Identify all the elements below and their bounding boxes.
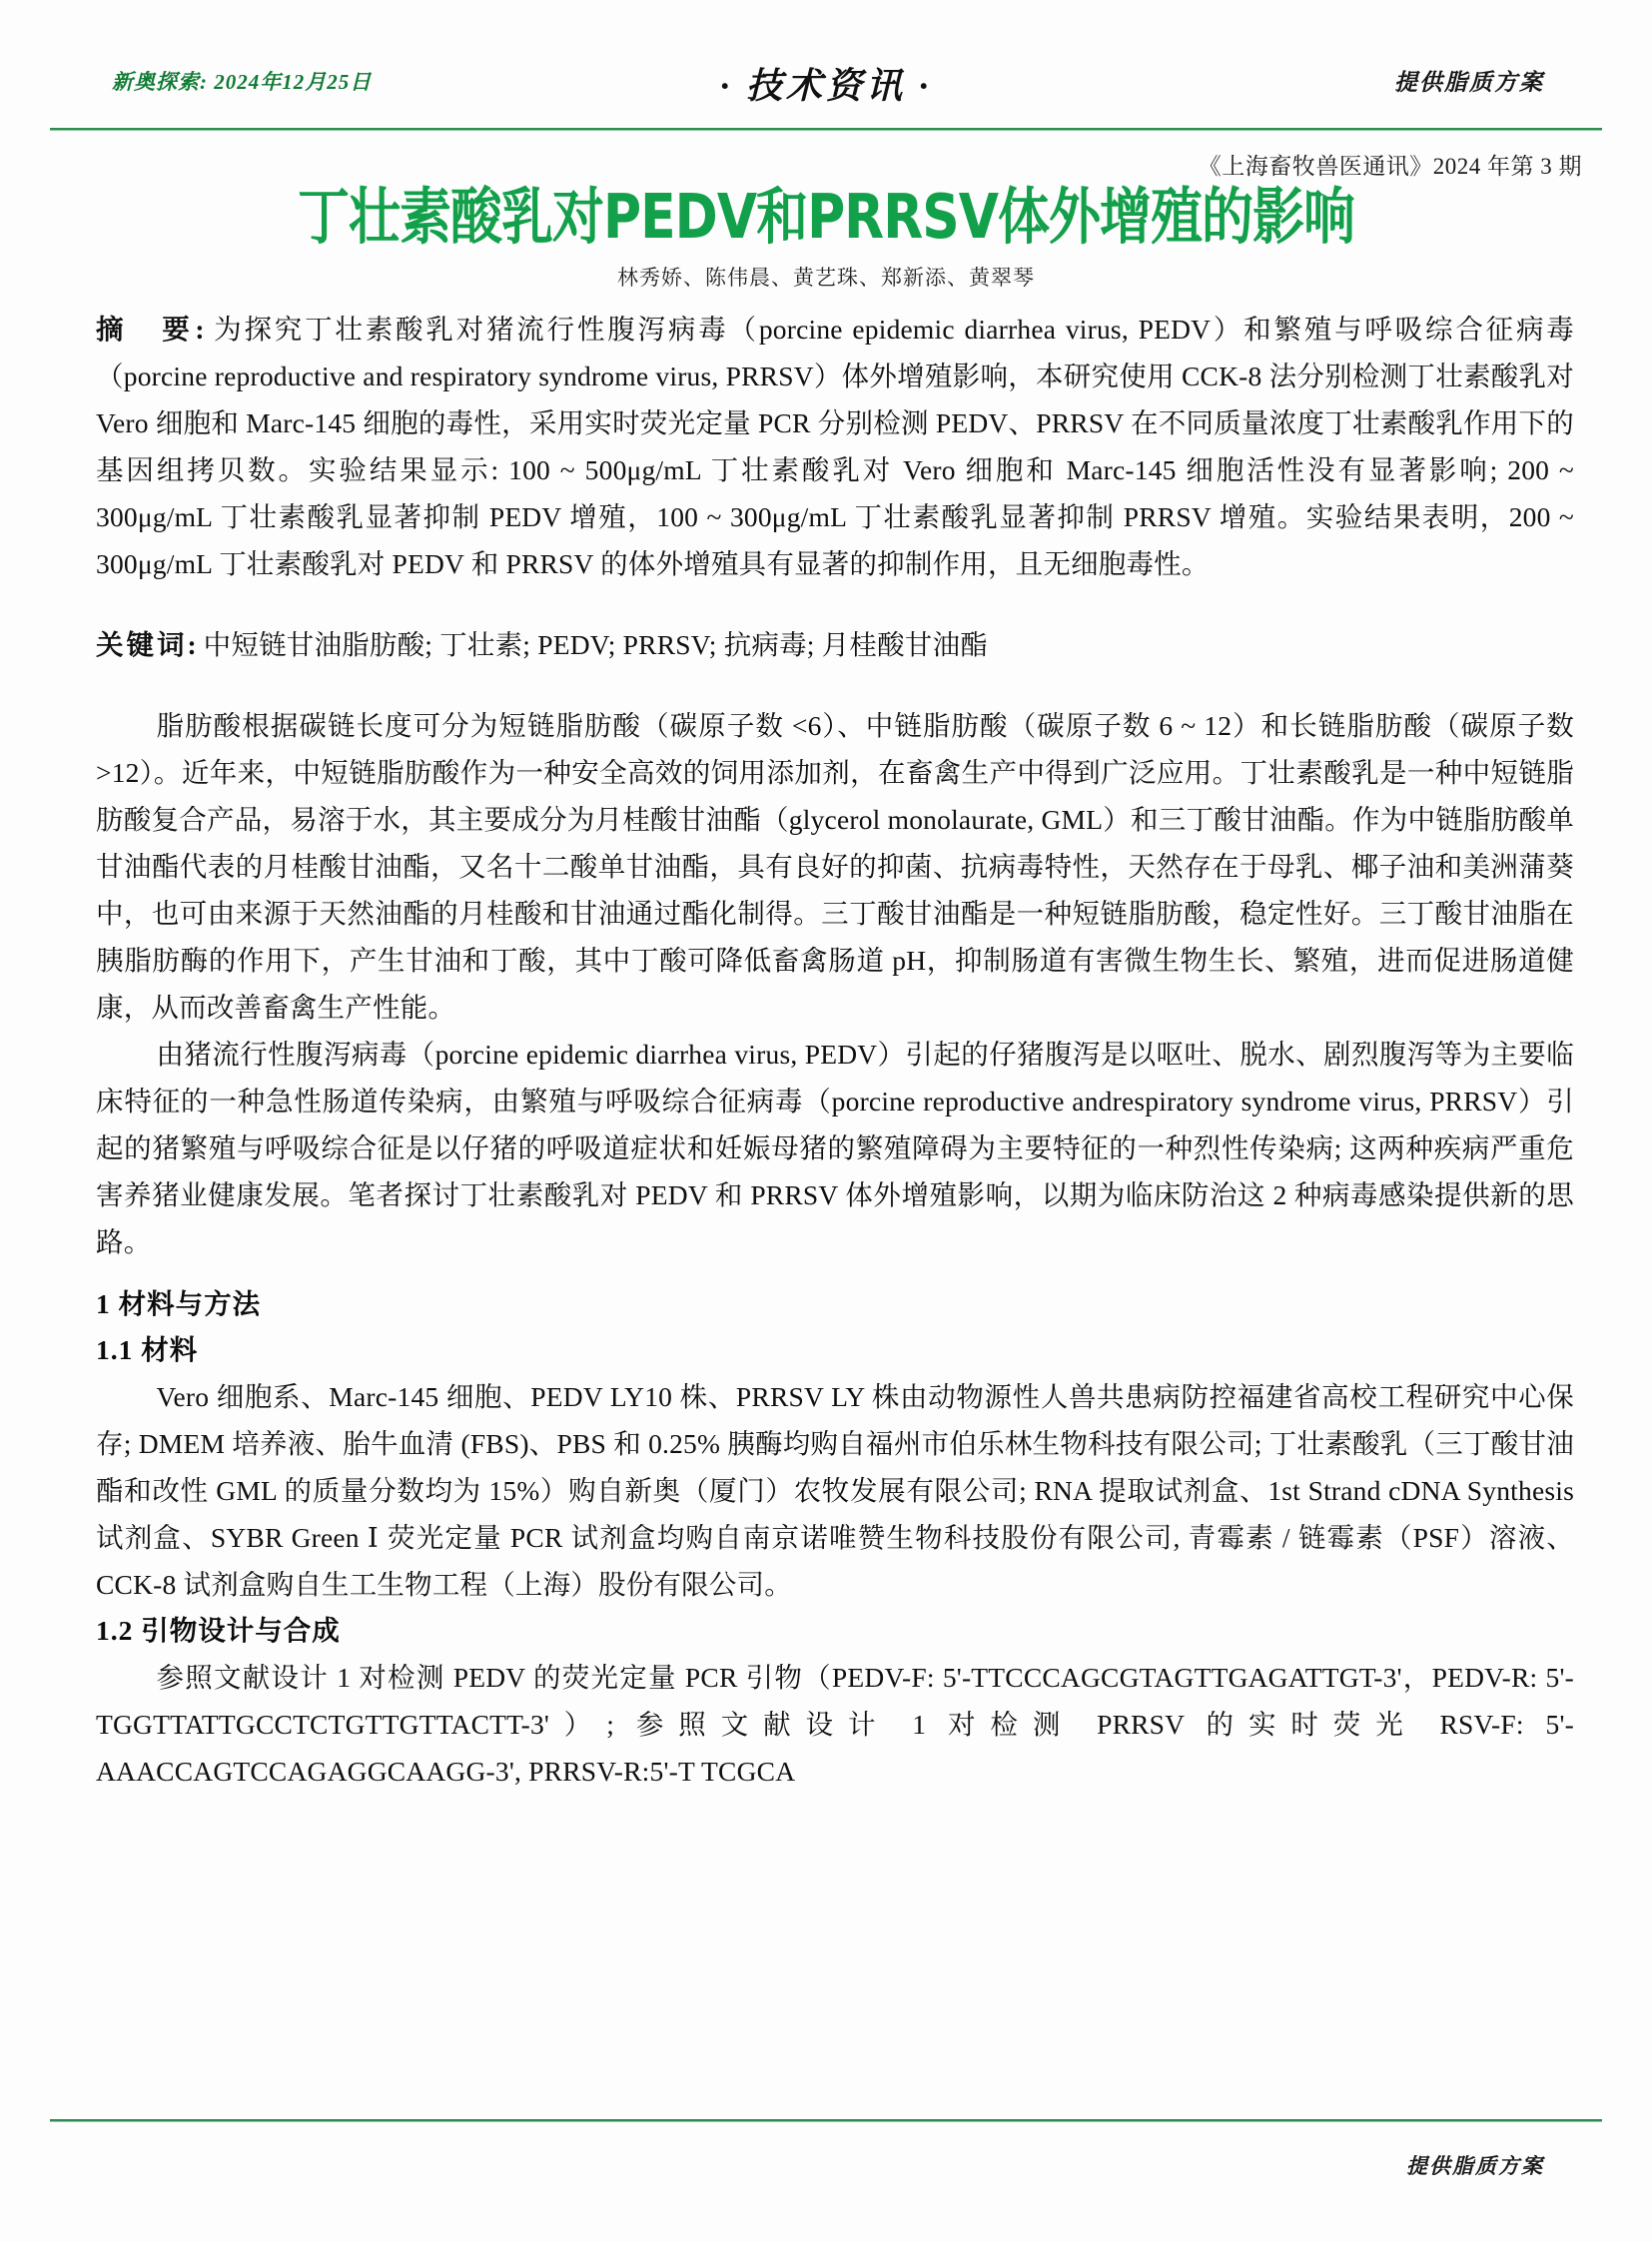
subsection-heading-1-1: 1.1 材料	[96, 1334, 199, 1365]
keywords-label: 关键词:	[96, 629, 200, 660]
keywords-text: 中短链甘油脂肪酸; 丁壮素; PEDV; PRRSV; 抗病毒; 月桂酸甘油酯	[203, 629, 988, 660]
spacer	[96, 1265, 1574, 1281]
running-head-section-title: · 技术资讯 ·	[719, 66, 932, 106]
header-divider-rule	[50, 128, 1602, 131]
abstract-block	[96, 306, 1574, 587]
running-head-right-mark: 提供脂质方案	[1394, 70, 1544, 95]
page-title: 丁壮素酸乳对PEDV和PRRSV体外增殖的影响	[298, 182, 1354, 254]
running-head	[0, 58, 1652, 118]
section-heading-1: 1 材料与方法	[96, 1288, 262, 1319]
subsection-text-1-2: 参照文献设计 1 对检测 PEDV 的荧光定量 PCR 引物（PEDV-F: 5'-TTCCCAGCGTAGTTGAGATTGT-3'，PEDV-R: 5'-TGGTTATTGCCTCTGTTGTTACTT-3'）; 参照文献设计 1 对检测 PRRSV 的实时荧光 RSV-F: 5'-AAACCAGTCCAGAGGCAAGG-3', PRRSV-R:5'-T TCGCA	[96, 1662, 1574, 1787]
body-paragraph-2: 由猪流行性腹泻病毒（porcine epidemic diarrhea virus, PEDV）引起的仔猪腹泻是以呕吐、脱水、剧烈腹泻等为主要临床特征的一种急性肠道传染病，由繁殖与呼吸综合征病毒（porcine reproductive andrespiratory syndrome virus, PRRSV）引起的猪繁殖与呼吸综合征是以仔猪的呼吸道症状和妊娠母猪的繁殖障碍为主要特征的一种烈性传染病; 这两种疾病严重危害养猪业健康发展。笔者探讨丁壮素酸乳对 PEDV 和 PRRSV 体外增殖影响，以期为临床防治这 2 种病毒感染提供新的思路。	[96, 1039, 1574, 1257]
body-paragraph-1: 脂肪酸根据碳链长度可分为短链脂肪酸（碳原子数 <6）、中链脂肪酸（碳原子数 6 ~ 12）和长链脂肪酸（碳原子数 >12）。近年来，中短链脂肪酸作为一种安全高效的饲用添加剂，在畜禽生产中得到广泛应用。丁壮素酸乳是一种中短链脂肪酸复合产品，易溶于水，其主要成分为月桂酸甘油酯（glycerol monolaurate, GML）和三丁酸甘油酯。作为中链脂肪酸单甘油酯代表的月桂酸甘油酯，又名十二酸单甘油酯，具有良好的抑菌、抗病毒特性，天然存在于母乳、椰子油和美洲蒲葵中，也可由来源于天然油酯的月桂酸和甘油通过酯化制得。三丁酸甘油酯是一种短链脂肪酸，稳定性好。三丁酸甘油脂在胰脂肪酶的作用下，产生甘油和丁酸，其中丁酸可降低畜禽肠道 pH，抑制肠道有害微生物生长、繁殖，进而促进肠道健康，从而改善畜禽生产性能。	[96, 710, 1574, 1023]
journal-citation: 《上海畜牧兽医通讯》2024 年第 3 期	[1198, 154, 1582, 179]
footer-divider-rule	[50, 2119, 1602, 2122]
author-list: 林秀娇、陈伟晨、黄艺珠、郑新添、黄翠琴	[617, 266, 1035, 290]
running-head-left-mark: 新奥探索: 2024年12月25日	[112, 70, 373, 94]
footer-right-mark: 提供脂质方案	[1406, 2154, 1544, 2178]
subsection-heading-1-2: 1.2 引物设计与合成	[96, 1615, 341, 1646]
abstract-label: 摘 要:	[96, 314, 208, 345]
keywords-block	[96, 621, 1574, 668]
article-body	[96, 306, 1574, 1795]
subsection-text-1-1: Vero 细胞系、Marc-145 细胞、PEDV LY10 株、PRRSV LY 株由动物源性人兽共患病防控福建省高校工程研究中心保存; DMEM 培养液、胎牛血清 (FBS)、PBS 和 0.25% 胰酶均购自福州市伯乐林生物科技有限公司; 丁壮素酸乳（三丁酸甘油酯和改性 GML 的质量分数均为 15%）购自新奥（厦门）农牧发展有限公司; RNA 提取试剂盒、1st Strand cDNA Synthesis 试剂盒、SYBR Green Ⅰ 荧光定量 PCR 试剂盒均购自南京诺唯赞生物科技股份有限公司, 青霉素 / 链霉素（PSF）溶液、CCK-8 试剂盒购自生工生物工程（上海）股份有限公司。	[96, 1381, 1574, 1600]
abstract-text: 为探究丁壮素酸乳对猪流行性腹泻病毒（porcine epidemic diarrhea virus, PEDV）和繁殖与呼吸综合征病毒（porcine reproductive and respiratory syndrome virus, PRRSV）体外增殖影响，本研究使用 CCK-8 法分别检测丁壮素酸乳对 Vero 细胞和 Marc-145 细胞的毒性，采用实时荧光定量 PCR 分别检测 PEDV、PRRSV 在不同质量浓度丁壮素酸乳作用下的基因组拷贝数。实验结果显示: 100 ~ 500μg/mL 丁壮素酸乳对 Vero 细胞和 Marc-145 细胞活性没有显著影响; 200 ~ 300μg/mL 丁壮素酸乳显著抑制 PEDV 增殖，100 ~ 300μg/mL 丁壮素酸乳显著抑制 PRRSV 增殖。实验结果表明，200 ~ 300μg/mL 丁壮素酸乳对 PEDV 和 PRRSV 的体外增殖具有显著的抑制作用，且无细胞毒性。	[96, 314, 1574, 579]
spacer	[96, 668, 1574, 702]
spacer	[96, 587, 1574, 621]
